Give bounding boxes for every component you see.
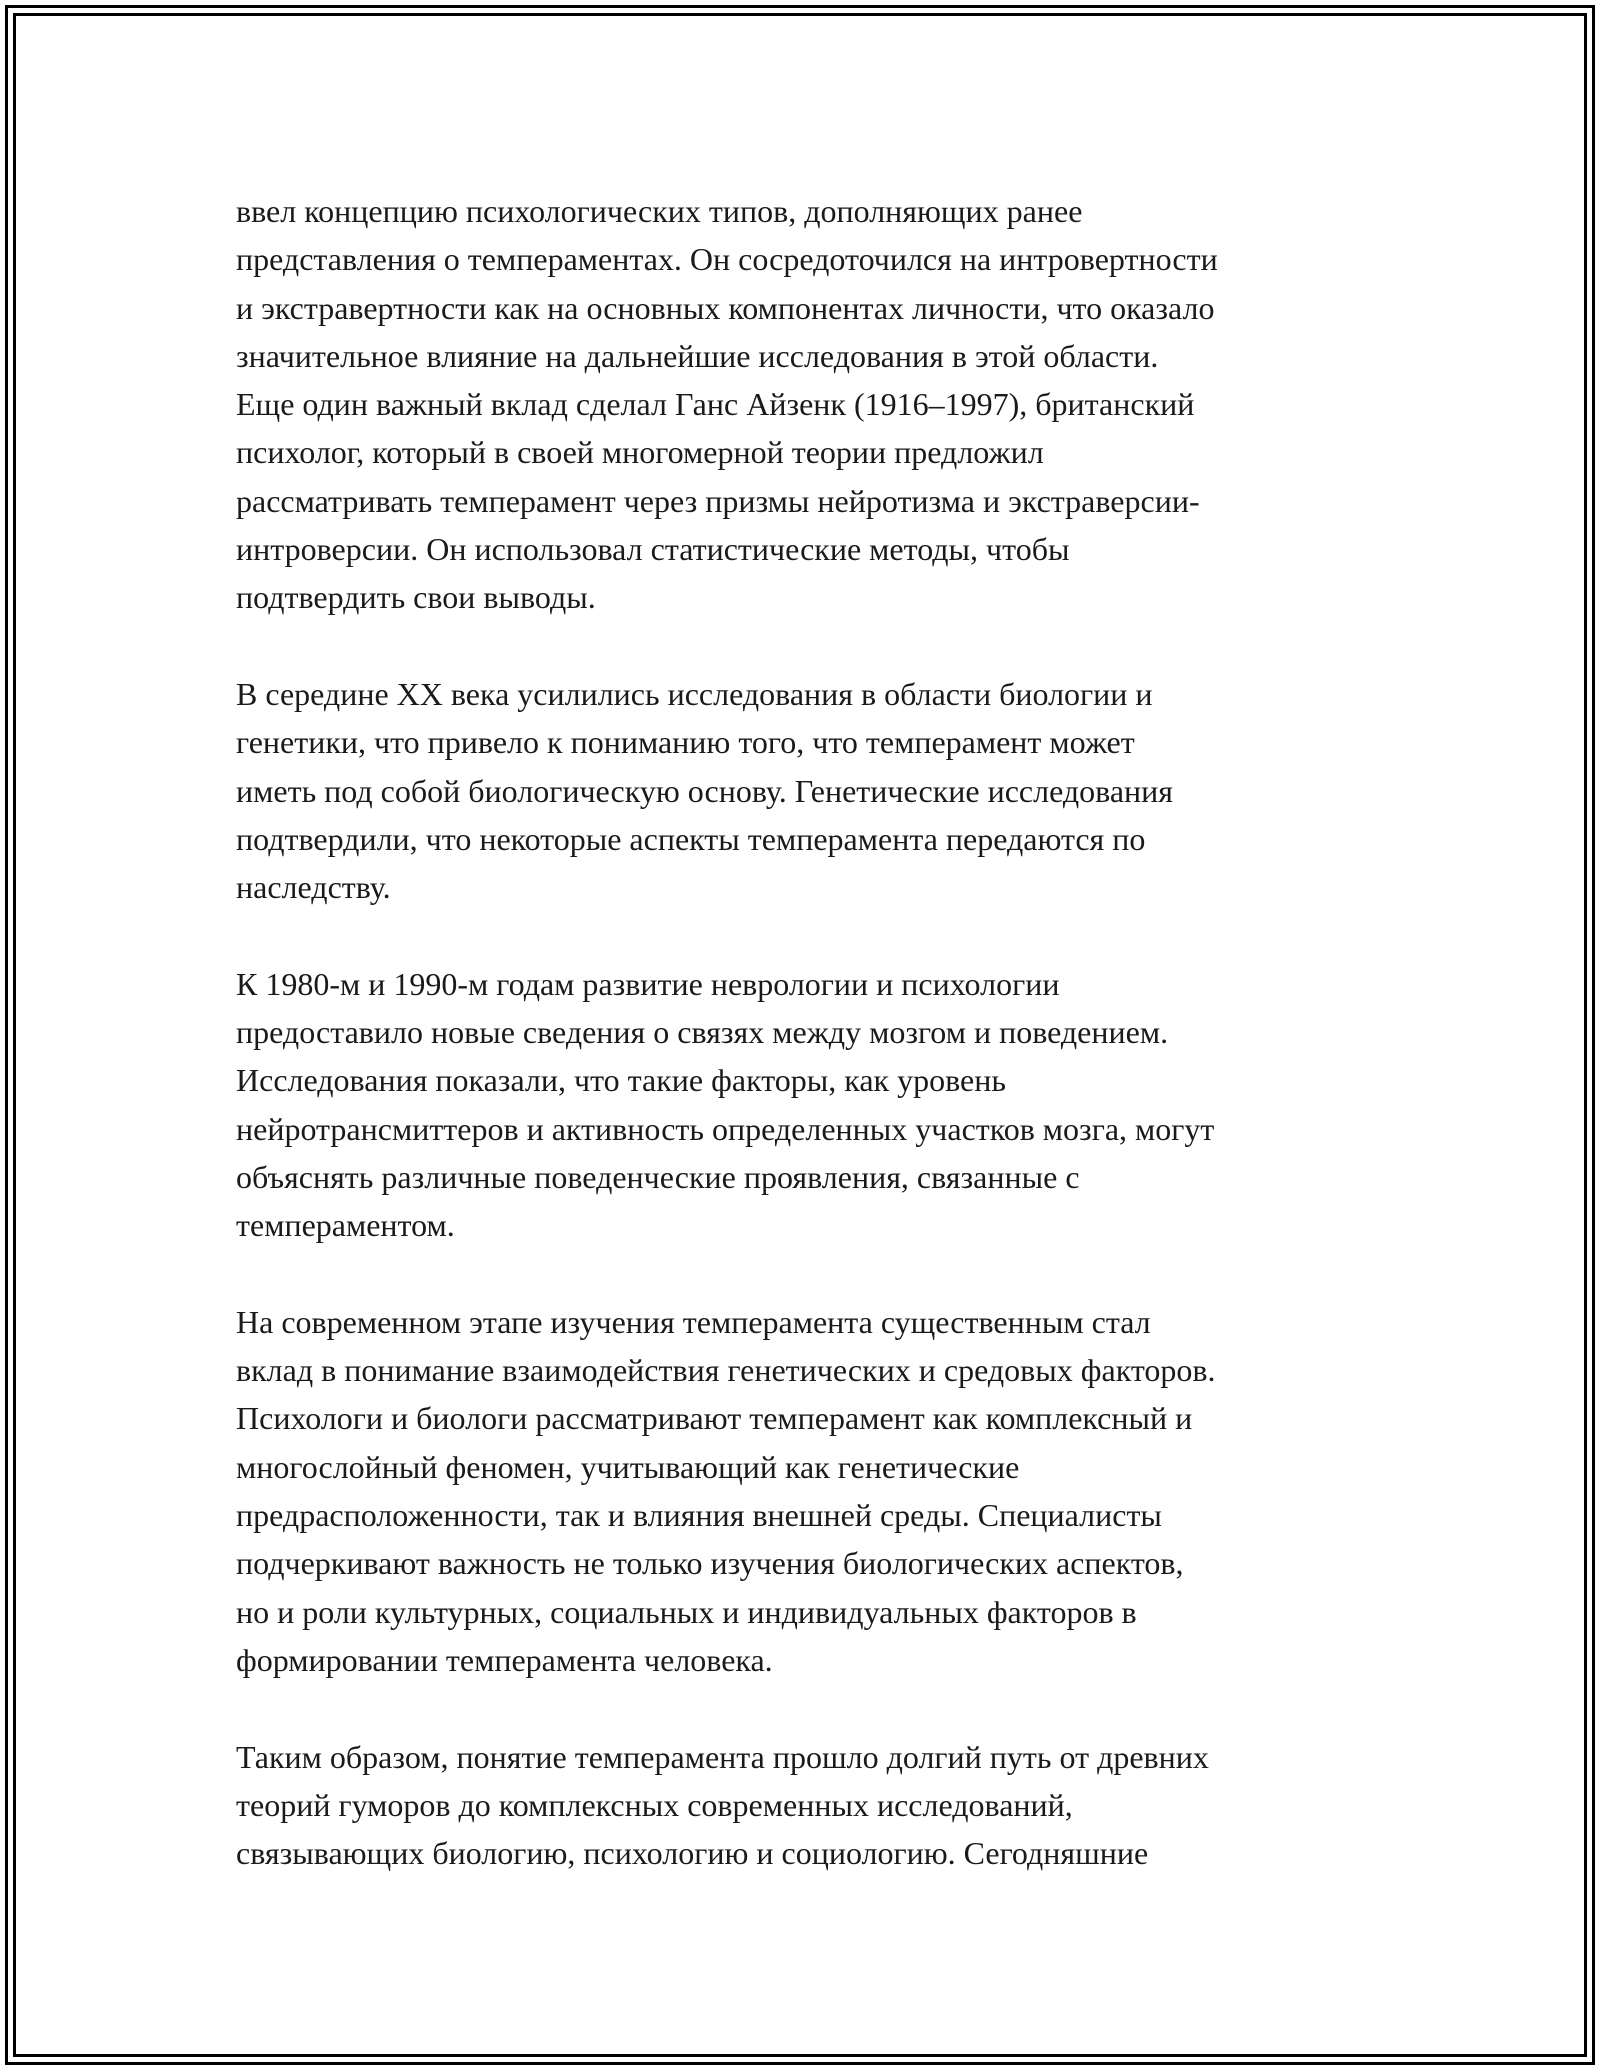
paragraph-1	[236, 187, 1396, 622]
text-line: генетики, что привело к пониманию того, что темперамент может	[236, 724, 1135, 761]
text-line: интроверсии. Он использовал статистические методы, чтобы	[236, 531, 1070, 568]
text-line: наследству.	[236, 869, 391, 906]
text-line: ввел концепцию психологических типов, дополняющих ранее	[236, 193, 1083, 229]
text-line: На современном этапе изучения темперамента существенным стал	[236, 1303, 1151, 1340]
text-line: подчеркивают важность не только изучения биологических аспектов,	[236, 1545, 1184, 1582]
text-line: рассматривать темперамент через призмы нейротизма и экстраверсии-	[236, 482, 1200, 519]
text-line: нейротрансмиттеров и активность определенных участков мозга, могут	[236, 1110, 1215, 1147]
text-line: связывающих биологию, психологию и социологию. Сегодняшние	[236, 1835, 1149, 1872]
text-line: Психологи и биологи рассматривают темперамент как комплексный и	[236, 1400, 1193, 1437]
text-line: Исследования показали, что такие факторы, как уровень	[236, 1062, 1006, 1099]
paragraph-3	[236, 960, 1396, 1250]
text-line: формировании темперамента человека.	[236, 1641, 773, 1678]
text-line: представления о темпераментах. Он сосредоточился на интровертности	[236, 241, 1218, 278]
text-line: темпераментом.	[236, 1207, 455, 1244]
text-line: но и роли культурных, социальных и индивидуальных факторов в	[236, 1593, 1137, 1630]
text-line: предоставило новые сведения о связях между мозгом и поведением.	[236, 1014, 1169, 1051]
text-line: Таким образом, понятие темперамента прошло долгий путь от древних	[236, 1738, 1209, 1775]
paragraph-4	[236, 1298, 1396, 1684]
text-line: Еще один важный вклад сделал Ганс Айзенк (1916–1997), британский	[236, 386, 1195, 423]
text-line: К 1980-м и 1990-м годам развитие неврологии и психологии	[236, 965, 1060, 1002]
document-body	[236, 187, 1396, 1877]
text-line: подтвердить свои выводы.	[236, 579, 596, 616]
text-line: психолог, который в своей многомерной теории предложил	[236, 434, 1044, 471]
text-line: значительное влияние на дальнейшие исследования в этой области.	[236, 337, 1159, 374]
text-line: предрасположенности, так и влияния внешней среды. Специалисты	[236, 1497, 1162, 1534]
text-line: В середине XX века усилились исследования в области биологии и	[236, 675, 1153, 712]
text-line: объяснять различные поведенческие проявления, связанные с	[236, 1158, 1080, 1195]
text-line: и экстравертности как на основных компонентах личности, что оказало	[236, 289, 1215, 326]
text-line: подтвердили, что некоторые аспекты темперамента передаются по	[236, 820, 1146, 857]
text-line: вклад в понимание взаимодействия генетических и средовых факторов.	[236, 1352, 1216, 1389]
paragraph-5	[236, 1733, 1396, 1878]
text-line: иметь под собой биологическую основу. Генетические исследования	[236, 772, 1173, 809]
text-line: теорий гуморов до комплексных современных исследований,	[236, 1786, 1073, 1823]
text-line: многослойный феномен, учитывающий как генетические	[236, 1448, 1020, 1485]
paragraph-2	[236, 670, 1396, 911]
